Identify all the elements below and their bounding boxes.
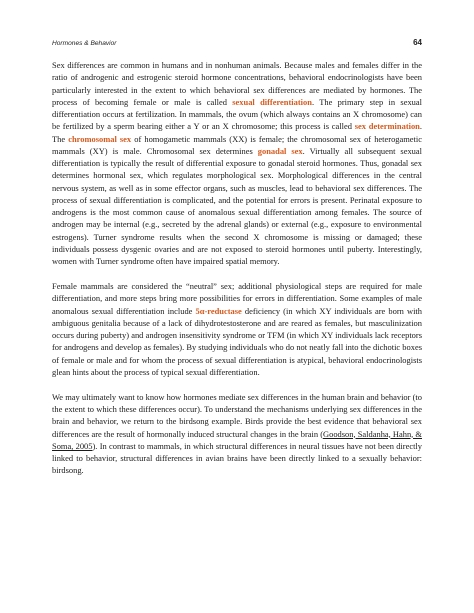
text-run: . Virtually all subsequent sexual differentiation is typically the result of differential exposure to gonadal steroid hormones. Thus, gonadal sex determines hormonal sex, which regulates morphological sex. Morphological differences in the central nervous system, as well as in some effector organs, such as muscles, lead to behavioral sex differences. The process of sexual differentiation is complicated, and the potential for errors is present. Perinatal exposure to androgens is the most common cause of anomalous sexual differentiation among females. The source of androgen may be internal (e.g., secreted by the adrenal glands) or external (e.g., exposure to environmental estrogens). Turner syndrome results when the second X chromosome is missing or damaged; these individuals possess dysgenic ovaries and are not exposed to steroid hormones until puberty. Interestingly, women with Turner syndrome often have impaired spatial memory.: [52, 145, 422, 266]
text-run: . The primary step in sexual differentiation occurs at fertilization. In mammals, the ovum (which always contains an X chromosome) can be fertilized by a sperm bearing either a Y or an X chromosome; this process is called: [52, 96, 422, 132]
term-sex-determination: sex determination: [354, 121, 420, 132]
text-run: . The: [52, 121, 422, 144]
paragraph-sex-differences: [52, 59, 422, 267]
page-number: 64: [413, 38, 422, 47]
text-run: Sex differences are common in humans and in nonhuman animals. Because males and females differ in the ratio of androgenic and estrogenic steroid hormone concentrations, behavioral endocrinologists have been particularly interested in the extent to which behavioral sex differences are mediated by hormones. The process of becoming female or male is called: [52, 60, 422, 107]
term-sexual-differentiation: sexual differentiation: [232, 96, 312, 107]
term-gonadal-sex: gonadal sex: [257, 145, 303, 156]
citation-link[interactable]: Goodson, Saldanha, Hahn, & Soma, 2005: [52, 428, 422, 451]
term-5a-reductase: 5α-reductase: [195, 305, 242, 316]
running-title: Hormones & Behavior: [52, 40, 117, 47]
body-text: [52, 59, 422, 477]
text-run: deficiency (in which XY individuals are born with ambiguous genitalia because of a lack of dihydrotestosterone and are reared as females, but masculinization occurs during puberty) and androgen insensitivity syndrome or TFM (in which XY individuals lack receptors for androgens and develop as females). By studying individuals who do not neatly fall into the dichotic boxes of female or male and for whom the process of sexual differentiation is atypical, behavioral endocrinologists glean hints about the process of typical sexual differentiation.: [52, 305, 422, 377]
page-header: [52, 38, 422, 47]
text-run: Female mammals are considered the “neutral” sex; additional physiological steps are required for male differentiation, and more steps bring more possibilities for errors in differentiation. Some examples of male anomalous sexual differentiation include: [52, 281, 422, 316]
paragraph-female-neutral: [52, 280, 422, 378]
term-chromosomal-sex: chromosomal sex: [68, 133, 132, 144]
text-run: ). In contrast to mammals, in which structural differences in neural tissues have not been directly linked to behavior, structural differences in avian brains have been directly linked to a sexually behavior: birdsong.: [52, 440, 422, 476]
text-run: We may ultimately want to know how hormones mediate sex differences in the human brain and behavior (to the extent to which these differences occur). To understand the mechanisms underlying sex differences in the brain and behavior, we return to the birdsong example. Birds provide the best evidence that behavioral sex differences are the result of hormonally induced structural changes in the brain (: [52, 391, 422, 439]
paragraph-brain-behavior: [52, 391, 422, 477]
text-run: of homogametic mammals (XX) is female; the chromosomal sex of heterogametic mammals (XY) is male. Chromosomal sex determines: [52, 133, 422, 156]
